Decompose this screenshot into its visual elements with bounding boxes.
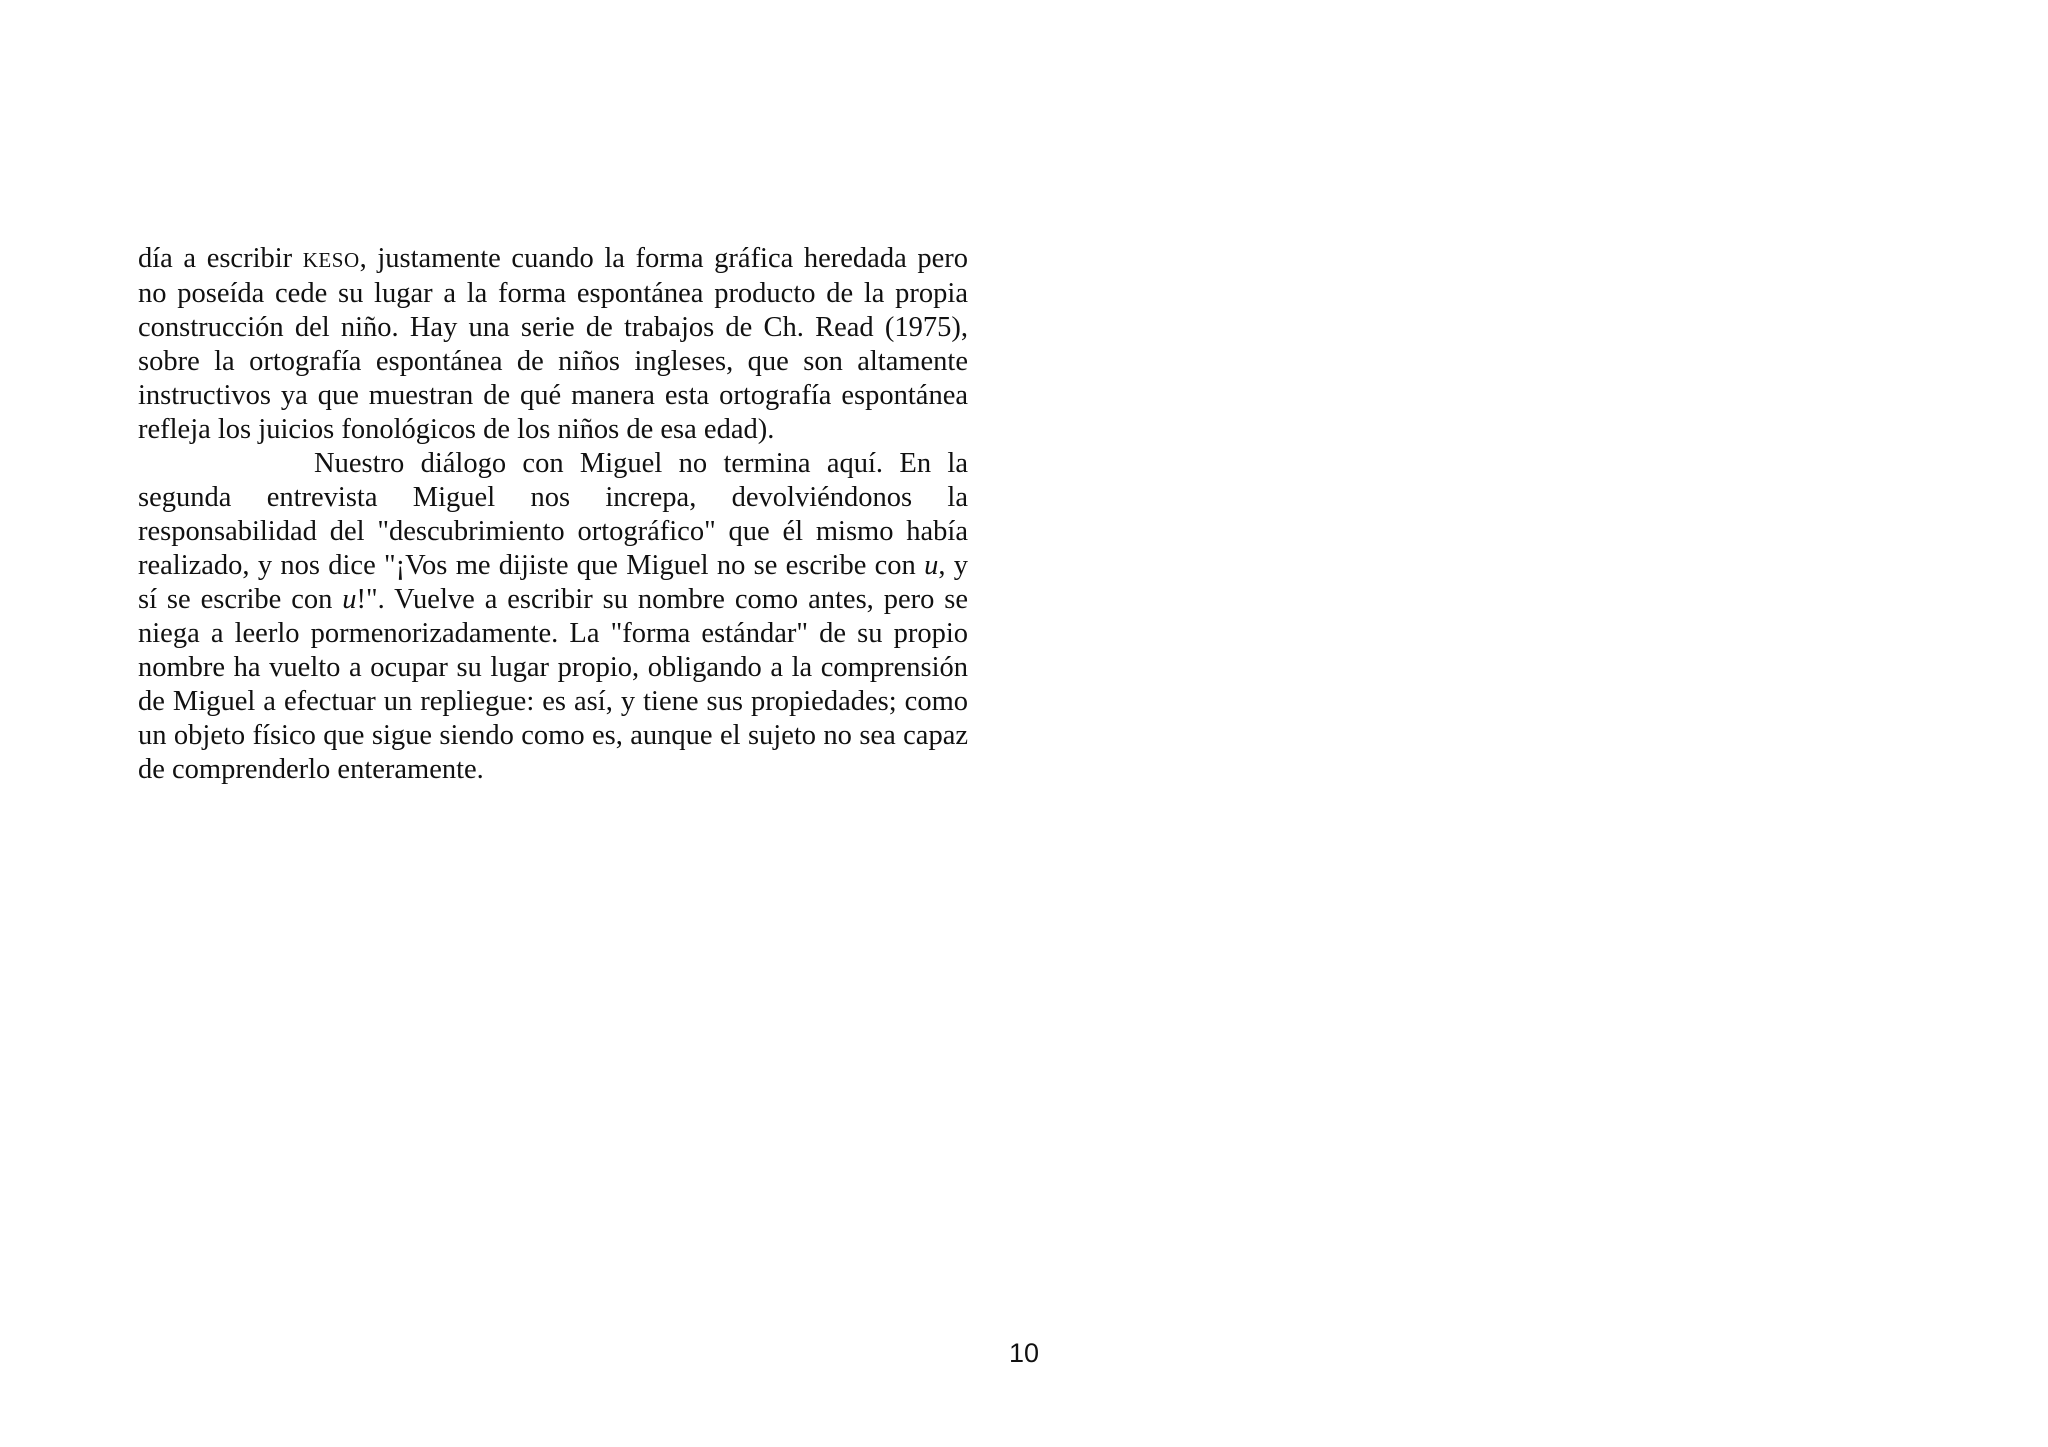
paragraph-2-part-2: , y sí se escribe con [138,550,969,615]
paragraph-1-rest: , justamente cuando la forma gráfica heredada pero no poseída cede su lugar a la forma espontánea producto de la propia construcción del niño. Hay una serie de trabajos de Ch. Read (1975), sobre la ortografía espontánea de niños ingleses, que son altamente instructivos ya que muestran de qué manera esta ortografía espontánea refleja los juicios fonológicos de los niños de esa edad). [138,243,968,445]
paragraph-1-lead: día a escribir [138,243,303,274]
paragraph-2 [138,447,968,787]
paragraph-2-part-1: Nuestro diálogo con Miguel no termina aquí. En la segunda entrevista Miguel nos increpa, devolviéndonos la responsabilidad del "descubrimiento ortográfico" que él mismo había realizado, y nos dice "¡Vos me dijiste que Miguel no se escribe con [138,448,968,581]
page-number: 10 [1008,1338,1040,1368]
keso-word: KESO [302,248,360,272]
paragraph-1 [138,242,968,447]
paragraph-2-part-3: !". Vuelve a escribir su nombre como antes, pero se niega a leerlo pormenorizadamente. La "forma estándar" de su propio nombre ha vuelto a ocupar su lugar propio, obligando a la comprensión de Miguel a efectuar un repliegue: es así, y tiene sus propiedades; como un objeto físico que sigue siendo como es, aunque el sujeto no sea capaz de comprenderlo enteramente. [138,584,968,785]
italic-u-2: u [342,584,357,615]
body-text-column [138,242,968,787]
italic-u-1: u [924,550,939,581]
